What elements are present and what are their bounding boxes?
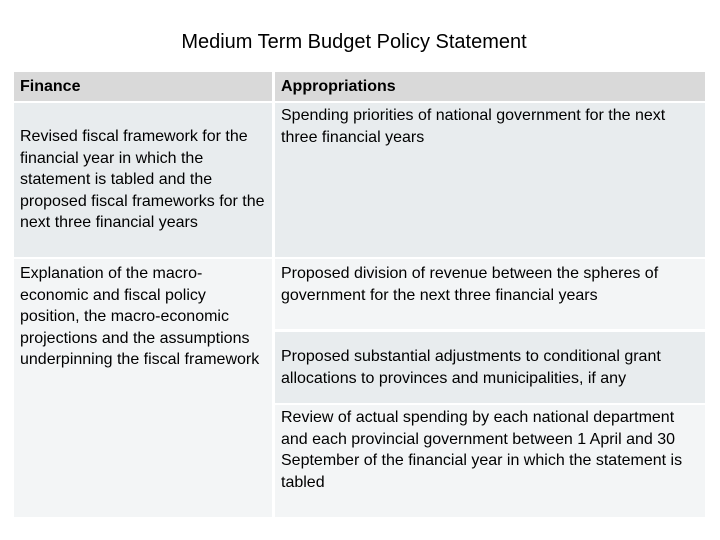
appropriations-cell-2 [275, 259, 705, 329]
table-header-finance: Finance [14, 72, 272, 101]
appropriations-cell-1-text: Spending priorities of national government for the next three financial years [281, 107, 666, 146]
finance-cell-2-text: Explanation of the macro-economic and fiscal policy position, the macro-economic projections and the assumptions underpinning the fiscal framework [20, 265, 260, 368]
appropriations-cell-4 [275, 405, 705, 517]
table-header-appropriations: Appropriations [275, 72, 705, 101]
finance-cell-1-text: Revised fiscal framework for the financial year in which the statement is tabled and the proposed fiscal frameworks for the next three financial years [20, 128, 265, 232]
appropriations-cell-1 [275, 103, 705, 257]
appropriations-cell-2-text: Proposed division of revenue between the spheres of government for the next three financial years [281, 265, 659, 304]
appropriations-cell-3-text: Proposed substantial adjustments to conditional grant allocations to provinces and municipalities, if any [281, 348, 661, 387]
appropriations-cell-4-text: Review of actual spending by each national department and each provincial government between 1 April and 30 September of the financial year in which the statement is tabled [281, 409, 683, 491]
finance-cell-2 [14, 259, 272, 517]
finance-cell-1 [14, 103, 272, 257]
appropriations-cell-3 [275, 332, 705, 403]
page-title: Medium Term Budget Policy Statement [181, 31, 527, 53]
